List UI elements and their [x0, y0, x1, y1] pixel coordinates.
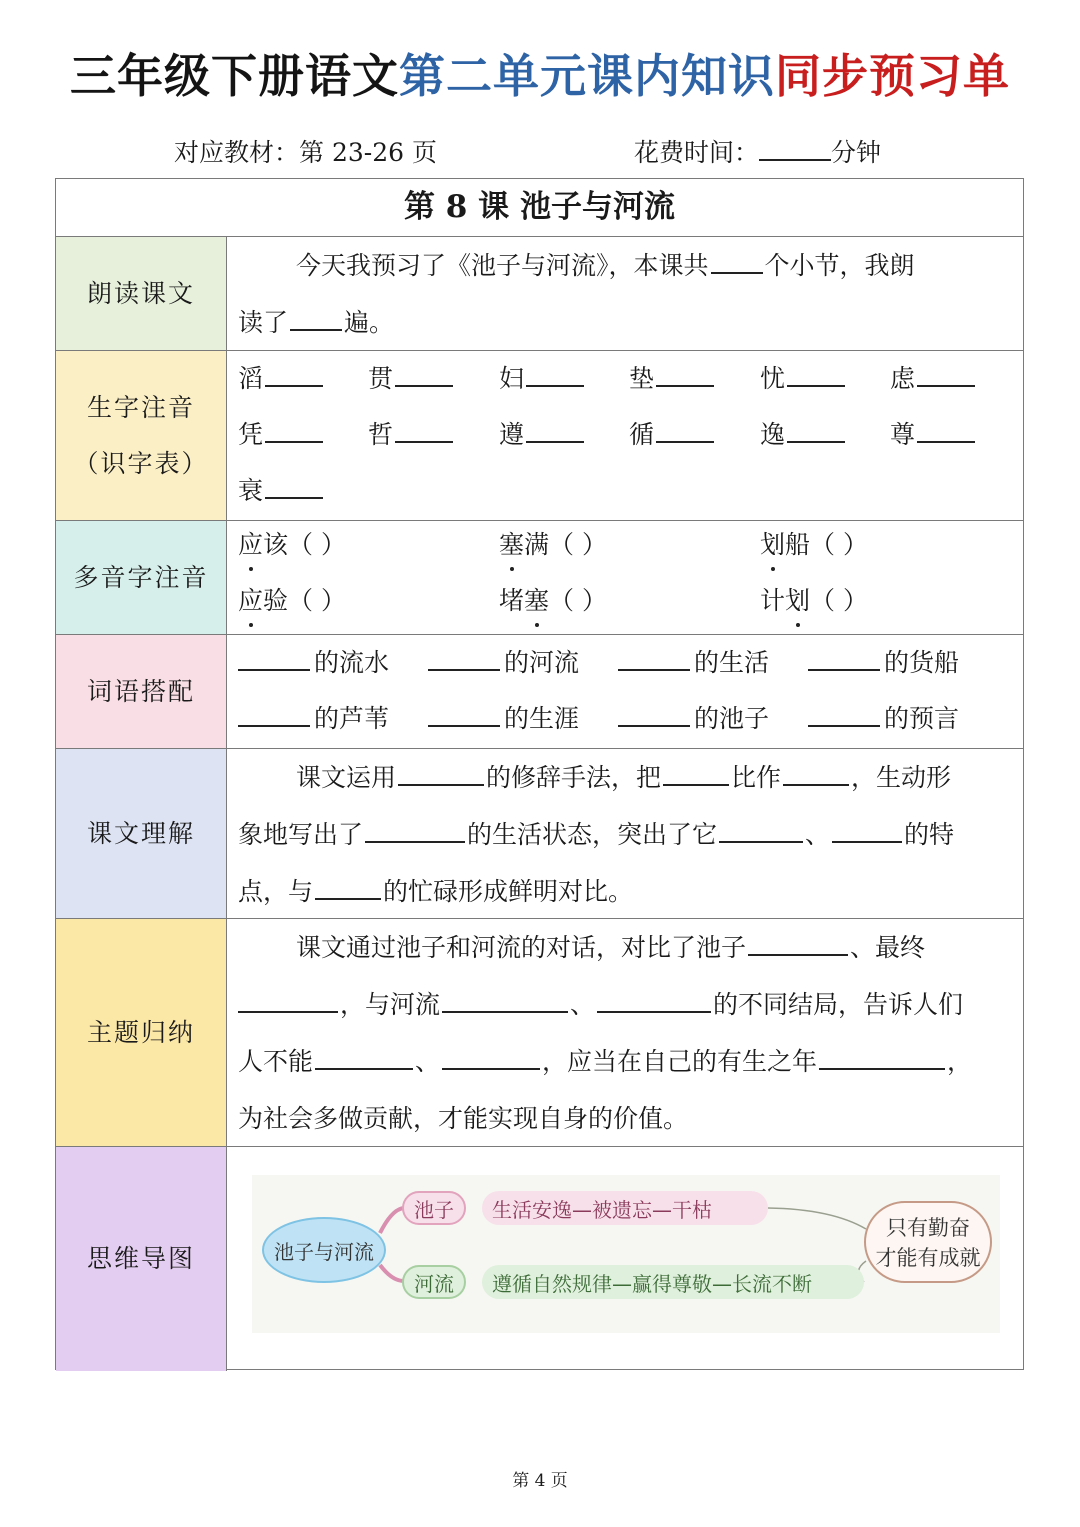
content-reading — [238, 237, 1015, 350]
word-blank[interactable] — [238, 703, 310, 727]
word-blank[interactable] — [428, 647, 500, 671]
label-new-characters-sub: （识字表） — [73, 448, 209, 478]
char-item: 贯 — [368, 359, 453, 399]
content-theme — [238, 919, 1015, 1146]
word-blank[interactable] — [808, 647, 880, 671]
section-count-blank[interactable] — [711, 250, 763, 274]
reading-text-1: 今天我预习了《池子与河流》，本课共 — [296, 251, 709, 280]
conclusion-line-2: 才能有成就 — [875, 1246, 981, 1270]
content-new-characters — [238, 351, 1015, 520]
pinyin-blank[interactable] — [526, 419, 584, 443]
char-item: 忧 — [760, 359, 845, 399]
word-pair: 的芦苇 — [238, 699, 389, 739]
title-part-unit: 第二单元课内知识 — [399, 49, 775, 103]
char-item: 凭 — [238, 415, 323, 455]
row-theme — [56, 919, 1023, 1147]
mind-map-center: 池子与河流 — [262, 1217, 386, 1283]
word-pair: 的生涯 — [428, 699, 579, 739]
time-blank[interactable] — [759, 135, 831, 161]
mind-map — [252, 1175, 1000, 1333]
label-word-collocation: 词语搭配 — [56, 635, 227, 748]
blank[interactable] — [597, 989, 711, 1013]
pinyin-blank[interactable] — [917, 419, 975, 443]
dotted-char: 塞 — [499, 525, 524, 565]
char-item: 衰 — [238, 471, 323, 511]
conclusion-line-1: 只有勤奋 — [886, 1216, 970, 1240]
pinyin-blank[interactable] — [265, 363, 323, 387]
content-word-collocation — [238, 635, 1015, 748]
title-part-grade: 三年级下册语文 — [70, 49, 399, 103]
char-item: 遵 — [499, 415, 584, 455]
word-blank[interactable] — [808, 703, 880, 727]
pinyin-paren[interactable]: （ ） — [810, 586, 868, 615]
time-spent — [634, 133, 881, 169]
word-pair: 的流水 — [238, 643, 389, 683]
row-word-collocation — [56, 635, 1023, 749]
page-title — [0, 40, 1080, 106]
pinyin-paren[interactable]: （ ） — [549, 530, 607, 559]
pinyin-paren[interactable]: （ ） — [288, 530, 346, 559]
label-new-characters-main: 生字注音 — [86, 392, 195, 422]
blank[interactable] — [315, 876, 381, 900]
word-pair: 的河流 — [428, 643, 579, 683]
poly-item: 划船（ ） — [760, 525, 868, 565]
blank[interactable] — [442, 1046, 540, 1070]
dotted-char: 塞 — [524, 581, 549, 621]
reading-text — [238, 237, 1015, 351]
poly-item: 应该（ ） — [238, 525, 346, 565]
content-understanding — [238, 749, 1015, 918]
content-polyphonic — [238, 521, 1015, 634]
word-pair: 的生活 — [618, 643, 769, 683]
time-label: 花费时间： — [634, 138, 760, 167]
pinyin-paren[interactable]: （ ） — [549, 586, 607, 615]
pinyin-paren[interactable]: （ ） — [810, 530, 868, 559]
word-blank[interactable] — [238, 647, 310, 671]
pinyin-blank[interactable] — [787, 363, 845, 387]
dotted-char: 划 — [785, 581, 810, 621]
label-reading: 朗读课文 — [56, 237, 227, 350]
char-item: 妇 — [499, 359, 584, 399]
pinyin-paren[interactable]: （ ） — [288, 586, 346, 615]
row-understanding — [56, 749, 1023, 919]
read-times-blank[interactable] — [290, 307, 342, 331]
mind-map-branch-river: 遵循自然规律—赢得尊敬—长流不断 — [482, 1265, 864, 1299]
blank[interactable] — [783, 762, 849, 786]
row-polyphonic — [56, 521, 1023, 635]
char-item: 垫 — [629, 359, 714, 399]
word-blank[interactable] — [618, 647, 690, 671]
pinyin-blank[interactable] — [395, 419, 453, 443]
row-new-characters — [56, 351, 1023, 521]
theme-text: 课文通过池子和河流的对话，对比了池子 、最终 ，与河流 、 的不同结局，告诉人们 人不能 、 ，应当在自己的有生之年 ， 为社会多做贡献，才能实现自身的价值。 — [238, 933, 973, 1133]
word-pair: 的预言 — [808, 699, 959, 739]
word-blank[interactable] — [428, 703, 500, 727]
title-part-sheet: 同步预习单 — [775, 49, 1010, 103]
page-number: 第 4 页 — [512, 1471, 568, 1491]
pinyin-blank[interactable] — [265, 419, 323, 443]
dotted-char: 应 — [238, 581, 263, 621]
blank[interactable] — [398, 762, 484, 786]
textbook-pages: 对应教材：第 23-26 页 — [174, 138, 437, 167]
char-item: 哲 — [368, 415, 453, 455]
blank[interactable] — [719, 819, 803, 843]
reading-text-4: 遍。 — [344, 308, 395, 337]
poly-item: 堵塞（ ） — [499, 581, 607, 621]
worksheet-table — [55, 178, 1024, 1370]
blank[interactable] — [748, 932, 848, 956]
time-unit: 分钟 — [831, 138, 882, 167]
dotted-char: 划 — [760, 525, 785, 565]
pinyin-blank[interactable] — [917, 363, 975, 387]
pinyin-blank[interactable] — [526, 363, 584, 387]
mind-map-node-pond: 池子 — [402, 1191, 466, 1225]
char-item: 循 — [629, 415, 714, 455]
poly-item: 应验（ ） — [238, 581, 346, 621]
blank[interactable] — [238, 989, 338, 1013]
mind-map-branch-pond: 生活安逸—被遗忘—干枯 — [482, 1191, 768, 1225]
blank[interactable] — [819, 1046, 945, 1070]
row-reading — [56, 237, 1023, 351]
blank[interactable] — [442, 989, 568, 1013]
char-item: 尊 — [890, 415, 975, 455]
dotted-char: 应 — [238, 525, 263, 565]
blank[interactable] — [365, 819, 465, 843]
pinyin-blank[interactable] — [656, 419, 714, 443]
blank[interactable] — [832, 819, 902, 843]
label-polyphonic: 多音字注音 — [56, 521, 227, 634]
label-understanding: 课文理解 — [56, 749, 227, 918]
poly-item: 塞满（ ） — [499, 525, 607, 565]
understanding-text: 课文运用 的修辞手法，把 比作 ，生动形 象地写出了 的生活状态，突出了它 、 的特 点，与 的忙碌形成鲜明对比。 — [238, 763, 955, 906]
reading-text-3: 读了 — [238, 308, 289, 337]
label-theme: 主题归纳 — [56, 919, 227, 1146]
mind-map-conclusion — [864, 1201, 992, 1283]
row-mind-map — [56, 1147, 1023, 1371]
char-item: 逸 — [760, 415, 845, 455]
blank[interactable] — [315, 1046, 413, 1070]
mind-map-node-river: 河流 — [402, 1265, 466, 1299]
poly-item: 计划（ ） — [760, 581, 868, 621]
label-mind-map: 思维导图 — [56, 1147, 227, 1371]
blank[interactable] — [663, 762, 729, 786]
pinyin-blank[interactable] — [395, 363, 453, 387]
pinyin-blank[interactable] — [265, 475, 323, 499]
lesson-title: 第 8 课 池子与河流 — [56, 179, 1023, 237]
word-pair: 的货船 — [808, 643, 959, 683]
reading-text-2: 个小节，我朗 — [764, 251, 915, 280]
word-blank[interactable] — [618, 703, 690, 727]
char-item: 滔 — [238, 359, 323, 399]
char-item: 虑 — [890, 359, 975, 399]
word-pair: 的池子 — [618, 699, 769, 739]
pinyin-blank[interactable] — [656, 363, 714, 387]
pinyin-blank[interactable] — [787, 419, 845, 443]
label-new-characters — [56, 351, 227, 520]
